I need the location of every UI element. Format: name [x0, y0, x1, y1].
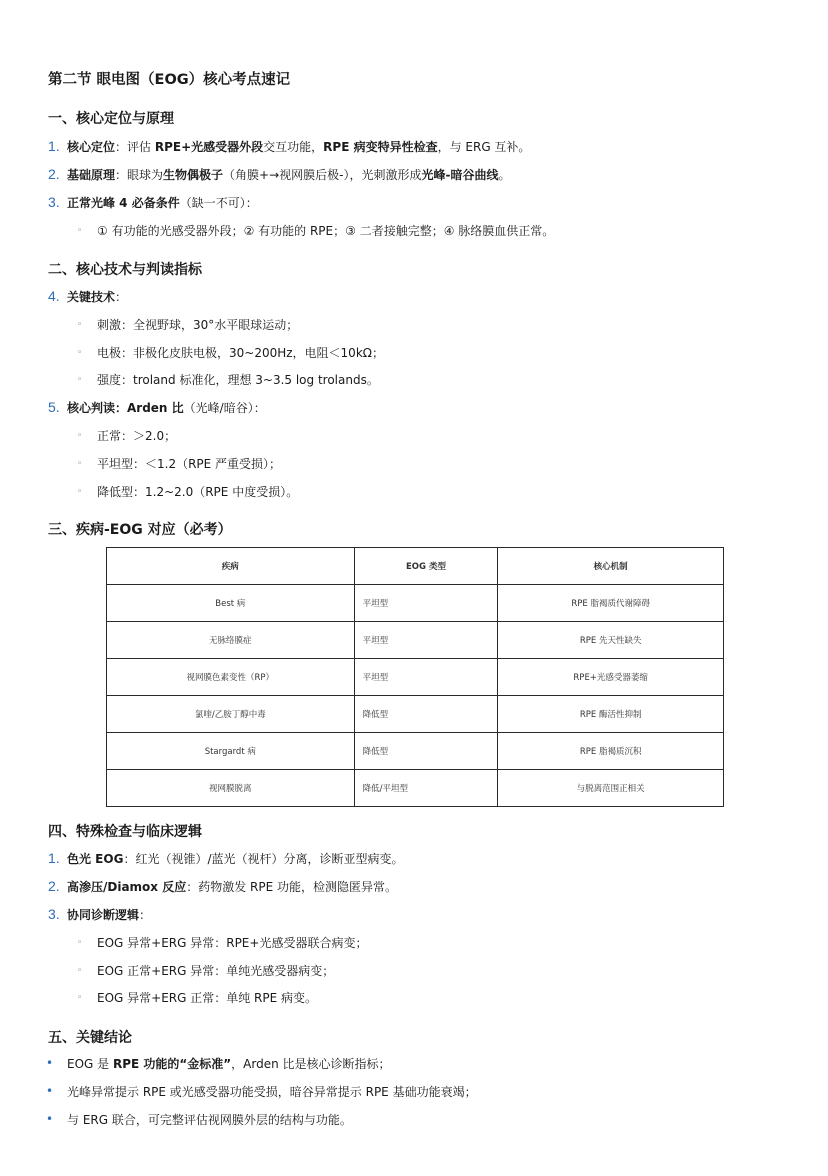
item-text: EOG 是: [67, 1057, 113, 1071]
item-emphasis: RPE 病变特异性检查: [323, 140, 438, 154]
sub-item-reduced: 降低型：1.2~2.0（RPE 中度受损）。: [97, 485, 299, 499]
item-label: 协同诊断逻辑: [67, 908, 140, 922]
disease-eog-table: [106, 547, 724, 807]
section-3-heading: 三、疾病-EOG 对应（必考）: [48, 522, 232, 538]
sub-bullet-icon: ◦: [77, 938, 83, 948]
section-5-heading: 五、关键结论: [48, 1030, 132, 1046]
item-text: 交互功能，: [263, 140, 324, 154]
sub-bullet-icon: ◦: [77, 966, 83, 976]
table-row: [107, 659, 724, 696]
table-row: [107, 696, 724, 733]
item-label: 核心定位: [67, 140, 116, 154]
eog-type-cell: 降低型: [354, 733, 498, 770]
item-label: 关键技术: [67, 290, 116, 304]
item-label: 正常光峰 4 必备条件: [67, 196, 180, 210]
column-header: EOG 类型: [354, 548, 498, 585]
sub-item-conditions: ① 有功能的光感受器外段；② 有功能的 RPE；③ 二者接触完整；④ 脉络膜血供正常。: [97, 224, 555, 238]
sub-item-logic-1: EOG 异常+ERG 异常：RPE+光感受器联合病变；: [97, 936, 368, 950]
item-text: ：: [115, 290, 128, 304]
list-item-core-position: [67, 139, 530, 155]
disease-cell: Stargardt 病: [107, 733, 355, 770]
item-number: 1.: [48, 850, 60, 866]
item-label: 核心判读：Arden 比: [67, 401, 184, 415]
table-row: [107, 585, 724, 622]
eog-type-cell: 降低/平坦型: [354, 770, 498, 807]
item-text: ：评估: [115, 140, 155, 154]
item-number: 1.: [48, 138, 60, 154]
sub-bullet-icon: ◦: [77, 487, 83, 497]
mechanism-cell: RPE 先天性缺失: [498, 622, 724, 659]
item-number: 3.: [48, 906, 60, 922]
sub-bullet-icon: ◦: [77, 993, 83, 1003]
sub-bullet-icon: ◦: [77, 375, 83, 385]
item-text: 。: [498, 168, 511, 182]
disease-cell: 视网膜脱离: [107, 770, 355, 807]
disease-cell: 氯喹/乙胺丁醇中毒: [107, 696, 355, 733]
sub-bullet-icon: ◦: [77, 226, 83, 236]
column-header: 疾病: [107, 548, 355, 585]
item-emphasis: 生物偶极子: [163, 168, 224, 182]
column-header: 核心机制: [498, 548, 724, 585]
page-title: 第二节 眼电图（EOG）核心考点速记: [48, 72, 291, 88]
list-item-diamox: [67, 879, 397, 895]
list-item-color-eog: [67, 851, 403, 867]
item-number: 5.: [48, 399, 60, 415]
list-item-key-tech: [67, 289, 127, 305]
item-emphasis: RPE+光感受器外段: [154, 140, 264, 154]
bullet-icon: •: [46, 1084, 54, 1098]
item-text: （角膜+→视网膜后极-），光刺激形成: [223, 168, 422, 182]
item-text: ：眼球为: [115, 168, 164, 182]
item-text: （光峰/暗谷）：: [183, 401, 266, 415]
table-row: [107, 733, 724, 770]
sub-item-intensity: 强度：troland 标准化，理想 3~3.5 log trolands。: [97, 373, 379, 387]
mechanism-cell: RPE 酶活性抑制: [498, 696, 724, 733]
sub-item-logic-2: EOG 正常+ERG 异常：单纯光感受器病变；: [97, 964, 335, 978]
mechanism-cell: 与脱离范围正相关: [498, 770, 724, 807]
section-4-heading: 四、特殊检查与临床逻辑: [48, 824, 202, 840]
sub-item-flat: 平坦型：＜1.2（RPE 严重受损）；: [97, 457, 282, 471]
disease-cell: 无脉络膜症: [107, 622, 355, 659]
item-text: ，Arden 比是核心诊断指标；: [231, 1057, 391, 1071]
table-header-row: [107, 548, 724, 585]
item-label: 高渗压/Diamox 反应: [67, 880, 187, 894]
item-text: ：药物激发 RPE 功能，检测隐匿异常。: [186, 880, 398, 894]
item-text: （缺一不可）：: [179, 196, 258, 210]
list-item-principle: [67, 167, 511, 183]
eog-type-cell: 降低型: [354, 696, 498, 733]
disease-cell: Best 病: [107, 585, 355, 622]
table-row: [107, 770, 724, 807]
sub-item-stimulus: 刺激：全视野球，30°水平眼球运动；: [97, 318, 299, 332]
item-number: 4.: [48, 288, 60, 304]
section-1-heading: 一、核心定位与原理: [48, 111, 174, 127]
sub-bullet-icon: ◦: [77, 459, 83, 469]
table-row: [107, 622, 724, 659]
sub-bullet-icon: ◦: [77, 348, 83, 358]
conclusion-item-2: 光峰异常提示 RPE 或光感受器功能受损，暗谷异常提示 RPE 基础功能衰竭；: [67, 1085, 477, 1099]
conclusion-item-1: [67, 1056, 391, 1072]
conclusion-item-3: 与 ERG 联合，可完整评估视网膜外层的结构与功能。: [67, 1113, 352, 1127]
item-number: 3.: [48, 194, 60, 210]
eog-type-cell: 平坦型: [354, 622, 498, 659]
item-text: ：: [139, 908, 152, 922]
sub-item-normal: 正常：＞2.0；: [97, 429, 177, 443]
item-number: 2.: [48, 166, 60, 182]
list-item-conditions: [67, 195, 258, 211]
item-emphasis: 光峰-暗谷曲线: [421, 168, 499, 182]
item-label: 基础原理: [67, 168, 116, 182]
list-item-judgement: [67, 400, 266, 416]
eog-type-cell: 平坦型: [354, 659, 498, 696]
bullet-icon: •: [46, 1112, 54, 1126]
item-number: 2.: [48, 878, 60, 894]
item-text: ：红光（视锥）/蓝光（视杆）分离，诊断亚型病变。: [123, 852, 404, 866]
item-text: ，与 ERG 互补。: [437, 140, 531, 154]
sub-bullet-icon: ◦: [77, 320, 83, 330]
item-emphasis: RPE 功能的“金标准”: [112, 1057, 232, 1071]
sub-item-logic-3: EOG 异常+ERG 正常：单纯 RPE 病变。: [97, 991, 318, 1005]
list-item-logic: [67, 907, 151, 923]
item-label: 色光 EOG: [67, 852, 124, 866]
mechanism-cell: RPE 脂褐质沉积: [498, 733, 724, 770]
sub-item-electrode: 电极：非极化皮肤电极，30~200Hz，电阻＜10kΩ；: [97, 346, 384, 360]
mechanism-cell: RPE 脂褐质代谢障碍: [498, 585, 724, 622]
bullet-icon: •: [46, 1056, 54, 1070]
sub-bullet-icon: ◦: [77, 431, 83, 441]
eog-type-cell: 平坦型: [354, 585, 498, 622]
mechanism-cell: RPE+光感受器萎缩: [498, 659, 724, 696]
section-2-heading: 二、核心技术与判读指标: [48, 262, 202, 278]
disease-cell: 视网膜色素变性（RP）: [107, 659, 355, 696]
